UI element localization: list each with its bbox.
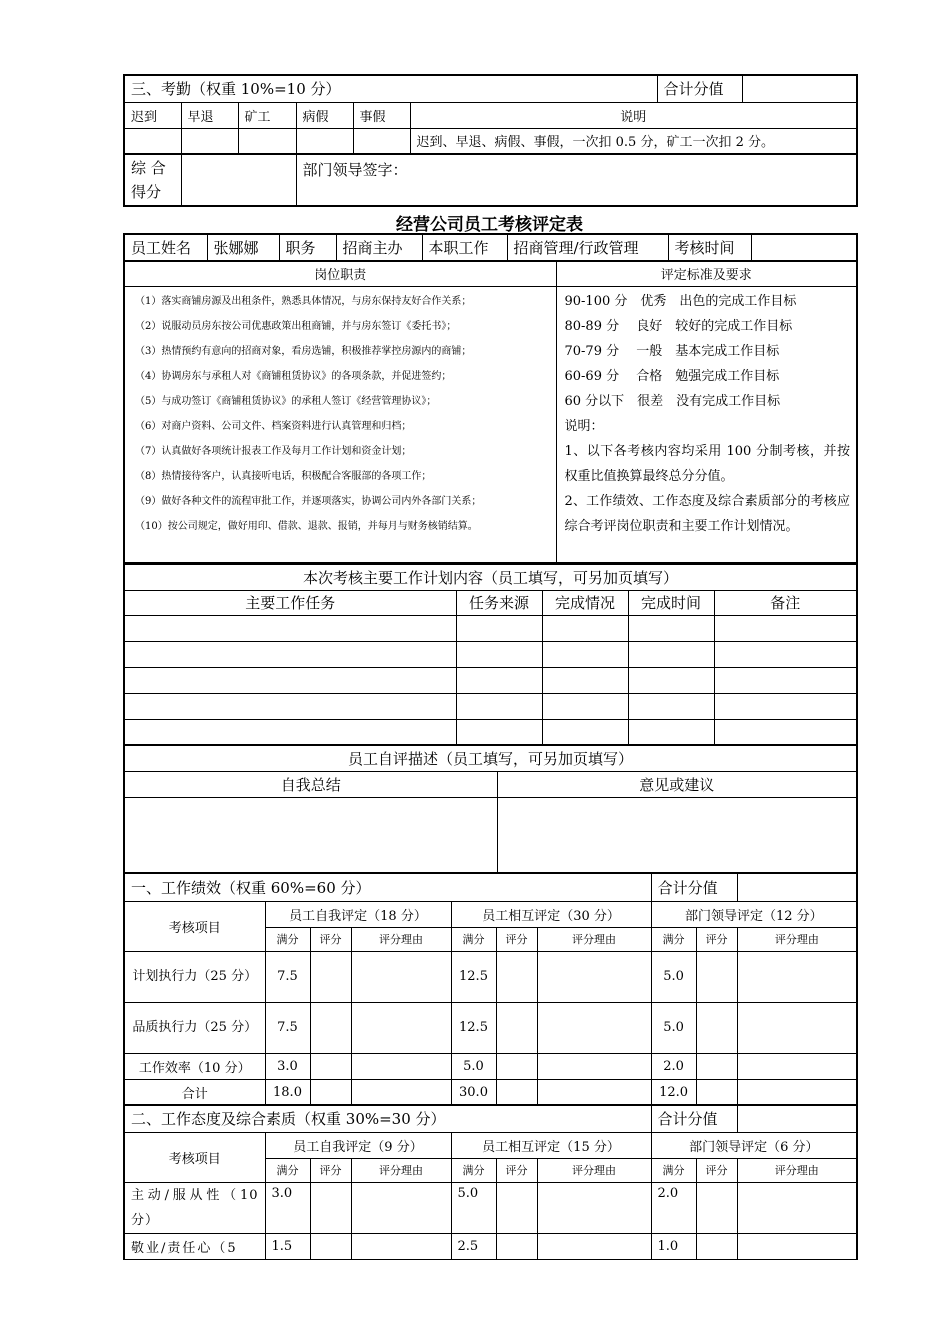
leader-reason[interactable]: [737, 1053, 857, 1079]
att-item-label: 考核项目: [124, 1132, 265, 1182]
plan-row: [124, 719, 857, 745]
leader-signature[interactable]: 部门领导签字：: [296, 154, 857, 206]
peer-reason[interactable]: [537, 1053, 651, 1079]
attendance-table: [123, 74, 858, 207]
self-eval-table: [123, 744, 858, 874]
standard-item: 说明：: [564, 419, 604, 434]
leader-full: 5.0: [651, 1002, 696, 1053]
peer-full: 12.5: [451, 951, 496, 1002]
performance-header: 一、工作绩效（权重 60%=60 分）: [124, 873, 651, 901]
leader-score[interactable]: [696, 1053, 737, 1079]
col-absent: 矿工: [238, 102, 296, 128]
table-row: [124, 1002, 857, 1053]
self-reason[interactable]: [351, 1053, 451, 1079]
self-reason[interactable]: [351, 951, 451, 1002]
plan-cell[interactable]: [124, 719, 456, 745]
sub-full: 满分: [651, 927, 696, 951]
plan-cell[interactable]: [714, 719, 857, 745]
suggestion-label: 意见或建议: [497, 771, 857, 797]
att-item-name: 敬业/责任心（5: [124, 1233, 265, 1259]
plan-cell[interactable]: [124, 615, 456, 641]
job-label: 本职工作: [422, 234, 507, 261]
perf-group-peer: 员工相互评定（30 分）: [451, 901, 651, 927]
plan-cell[interactable]: [542, 719, 628, 745]
peer-score[interactable]: [496, 1182, 537, 1233]
sub-full: 满分: [451, 1158, 496, 1182]
plan-cell[interactable]: [124, 667, 456, 693]
leader-full: 12.0: [651, 1079, 696, 1105]
duty-item: （10）按公司规定，做好用印、借款、退款、报销，并每月与财务核销结算。: [135, 521, 478, 532]
self-score[interactable]: [310, 1233, 351, 1259]
plan-cell[interactable]: [124, 693, 456, 719]
plan-col-remark: 备注: [714, 590, 857, 615]
standards-header: 评定标准及要求: [556, 261, 857, 287]
sub-reason: 评分理由: [351, 927, 451, 951]
form-title: 经营公司员工考核评定表: [396, 215, 583, 235]
leader-reason[interactable]: [737, 1182, 857, 1233]
peer-full: 5.0: [451, 1053, 496, 1079]
peer-reason[interactable]: [537, 951, 651, 1002]
plan-cell[interactable]: [456, 719, 542, 745]
plan-cell[interactable]: [628, 719, 714, 745]
composite-score[interactable]: [181, 154, 296, 206]
duty-item: （1）落实商铺房源及出租条件，熟悉具体情况，与房东保持友好合作关系；: [135, 296, 472, 307]
peer-reason[interactable]: [537, 1182, 651, 1233]
duty-item: （6）对商户资料、公司文件、档案资料进行认真管理和归档；: [135, 421, 412, 432]
col-note: 说明: [410, 102, 857, 128]
plan-cell[interactable]: [714, 667, 857, 693]
sick-cell[interactable]: [296, 128, 353, 154]
col-sick: 病假: [296, 102, 353, 128]
attitude-total-label: 合计分值: [651, 1105, 737, 1132]
leader-reason[interactable]: [737, 1233, 857, 1259]
performance-total-value[interactable]: [737, 873, 857, 901]
plan-cell[interactable]: [628, 615, 714, 641]
leader-score[interactable]: [696, 1079, 737, 1105]
self-score[interactable]: [310, 1002, 351, 1053]
perf-group-leader: 部门领导评定（12 分）: [651, 901, 857, 927]
standards-list: [565, 289, 851, 539]
self-full: 7.5: [265, 951, 310, 1002]
leader-reason[interactable]: [737, 1079, 857, 1105]
plan-header: 本次考核主要工作计划内容（员工填写，可另加页填写）: [124, 564, 857, 590]
plan-cell[interactable]: [714, 615, 857, 641]
absent-cell[interactable]: [238, 128, 296, 154]
standard-item: 60-69 分 合格 勉强完成工作目标: [564, 369, 780, 384]
duties-header: 岗位职责: [124, 261, 556, 287]
plan-cell[interactable]: [628, 693, 714, 719]
self-score[interactable]: [310, 1182, 351, 1233]
peer-reason[interactable]: [537, 1233, 651, 1259]
peer-score[interactable]: [496, 1233, 537, 1259]
attitude-total-value[interactable]: [737, 1105, 857, 1132]
sub-full: 满分: [265, 927, 310, 951]
duty-item: （3）热情预约有意向的招商对象，看房选铺，积极推荐掌控房源内的商铺；: [135, 346, 472, 357]
leader-score[interactable]: [696, 1182, 737, 1233]
standard-note: 1、以下各考核内容均采用 100 分制考核，并按权重比值换算最终总分分值。: [564, 444, 850, 484]
sub-score: 评分: [310, 927, 351, 951]
standard-item: 90-100 分 优秀 出色的完成工作目标: [564, 294, 797, 309]
plan-cell[interactable]: [714, 693, 857, 719]
sub-score: 评分: [310, 1158, 351, 1182]
table-row: [124, 951, 857, 1002]
leader-score[interactable]: [696, 951, 737, 1002]
position-label: 职务: [279, 234, 336, 261]
col-personal: 事假: [353, 102, 410, 128]
self-reason[interactable]: [351, 1079, 451, 1105]
leader-score[interactable]: [696, 1233, 737, 1259]
plan-col-time: 完成时间: [628, 590, 714, 615]
leader-full: 1.0: [651, 1233, 696, 1259]
duty-item: （8）热情接待客户，认真接听电话，积极配合客服部的各项工作；: [135, 471, 432, 482]
attendance-total-label: 合计分值: [657, 75, 742, 102]
self-reason[interactable]: [351, 1002, 451, 1053]
performance-total-label: 合计分值: [651, 873, 737, 901]
sub-score: 评分: [496, 1158, 537, 1182]
col-early: 早退: [181, 102, 238, 128]
peer-full: 30.0: [451, 1079, 496, 1105]
att-item-name: 主动/服从性（10 分）: [124, 1182, 265, 1233]
leader-full: 5.0: [651, 951, 696, 1002]
self-full: 1.5: [265, 1233, 310, 1259]
plan-cell[interactable]: [542, 641, 628, 667]
duties-table: [123, 260, 858, 563]
leader-reason[interactable]: [737, 951, 857, 1002]
perf-item-name: 计划执行力（25 分）: [124, 951, 265, 1002]
plan-col-status: 完成情况: [542, 590, 628, 615]
sub-score: 评分: [696, 927, 737, 951]
plan-col-source: 任务来源: [456, 590, 542, 615]
plan-cell[interactable]: [456, 667, 542, 693]
duty-item: （9）做好各种文件的流程审批工作，并逐项落实，协调公司内外各部门关系；: [135, 496, 482, 507]
early-cell[interactable]: [181, 128, 238, 154]
att-group-leader: 部门领导评定（6 分）: [651, 1132, 857, 1158]
time-value[interactable]: [751, 234, 857, 261]
position-value[interactable]: 招商主办: [336, 234, 422, 261]
plan-cell[interactable]: [456, 615, 542, 641]
sub-full: 满分: [451, 927, 496, 951]
duty-item: （4）协调房东与承租人对《商铺租赁协议》的各项条款，并促进签约；: [135, 371, 452, 382]
peer-score[interactable]: [496, 1053, 537, 1079]
leader-reason[interactable]: [737, 1002, 857, 1053]
attendance-total-value[interactable]: [742, 75, 857, 102]
employee-name[interactable]: 张娜娜: [207, 234, 279, 261]
self-score[interactable]: [310, 1079, 351, 1105]
personal-cell[interactable]: [353, 128, 410, 154]
leader-full: 2.0: [651, 1182, 696, 1233]
plan-cell[interactable]: [456, 693, 542, 719]
peer-full: 5.0: [451, 1182, 496, 1233]
plan-table: [123, 563, 858, 746]
plan-cell[interactable]: [124, 641, 456, 667]
perf-total-label: 合计: [124, 1079, 265, 1105]
sub-score: 评分: [696, 1158, 737, 1182]
perf-item-label: 考核项目: [124, 901, 265, 951]
peer-reason[interactable]: [537, 1002, 651, 1053]
sub-reason: 评分理由: [537, 1158, 651, 1182]
plan-row: [124, 693, 857, 719]
self-summary-label: 自我总结: [124, 771, 497, 797]
peer-full: 2.5: [451, 1233, 496, 1259]
name-label: 员工姓名: [124, 234, 207, 261]
composite-label: 综 合 得分: [124, 154, 181, 206]
attendance-note: 迟到、早退、病假、事假，一次扣 0.5 分，矿工一次扣 2 分。: [410, 128, 857, 154]
self-full: 3.0: [265, 1053, 310, 1079]
att-group-self: 员工自我评定（9 分）: [265, 1132, 451, 1158]
sub-reason: 评分理由: [737, 927, 857, 951]
info-table: [123, 233, 858, 262]
table-row: [124, 1233, 857, 1259]
standard-item: 70-79 分 一般 基本完成工作目标: [564, 344, 780, 359]
duties-list: [135, 292, 548, 542]
sub-full: 满分: [265, 1158, 310, 1182]
self-reason[interactable]: [351, 1233, 451, 1259]
self-full: 7.5: [265, 1002, 310, 1053]
standard-item: 60 分以下 很差 没有完成工作目标: [564, 394, 781, 409]
suggestion-input[interactable]: [497, 797, 857, 873]
leader-score[interactable]: [696, 1002, 737, 1053]
sub-full: 满分: [651, 1158, 696, 1182]
plan-cell[interactable]: [714, 641, 857, 667]
plan-cell[interactable]: [542, 615, 628, 641]
plan-col-task: 主要工作任务: [124, 590, 456, 615]
plan-row: [124, 667, 857, 693]
attitude-table: [123, 1104, 858, 1260]
self-reason[interactable]: [351, 1182, 451, 1233]
time-label: 考核时间: [668, 234, 751, 261]
plan-row: [124, 641, 857, 667]
sub-reason: 评分理由: [537, 927, 651, 951]
sub-score: 评分: [496, 927, 537, 951]
table-row: [124, 1079, 857, 1105]
self-summary-input[interactable]: [124, 797, 497, 873]
table-row: [124, 1053, 857, 1079]
att-group-peer: 员工相互评定（15 分）: [451, 1132, 651, 1158]
attendance-header: 三、考勤（权重 10%=10 分）: [124, 75, 657, 102]
performance-table: [123, 872, 858, 1106]
plan-cell[interactable]: [628, 667, 714, 693]
plan-cell[interactable]: [542, 667, 628, 693]
self-score[interactable]: [310, 1053, 351, 1079]
job-value[interactable]: 招商管理/行政管理: [507, 234, 668, 261]
peer-full: 12.5: [451, 1002, 496, 1053]
peer-reason[interactable]: [537, 1079, 651, 1105]
peer-score[interactable]: [496, 1079, 537, 1105]
perf-item-name: 品质执行力（25 分）: [124, 1002, 265, 1053]
perf-group-self: 员工自我评定（18 分）: [265, 901, 451, 927]
standard-item: 80-89 分 良好 较好的完成工作目标: [564, 319, 793, 334]
self-full: 3.0: [265, 1182, 310, 1233]
sub-reason: 评分理由: [351, 1158, 451, 1182]
plan-cell[interactable]: [456, 641, 542, 667]
duty-item: （7）认真做好各项统计报表工作及每月工作计划和资金计划；: [135, 446, 412, 457]
self-score[interactable]: [310, 951, 351, 1002]
self-eval-header: 员工自评描述（员工填写，可另加页填写）: [124, 745, 857, 771]
self-full: 18.0: [265, 1079, 310, 1105]
perf-item-name: 工作效率（10 分）: [124, 1053, 265, 1079]
plan-cell[interactable]: [628, 641, 714, 667]
peer-score[interactable]: [496, 951, 537, 1002]
duty-item: （5）与成功签订《商铺租赁协议》的承租人签订《经营管理协议》；: [135, 396, 437, 407]
table-row: [124, 1182, 857, 1233]
plan-cell[interactable]: [542, 693, 628, 719]
col-late: 迟到: [124, 102, 181, 128]
leader-full: 2.0: [651, 1053, 696, 1079]
peer-score[interactable]: [496, 1002, 537, 1053]
sub-reason: 评分理由: [737, 1158, 857, 1182]
attitude-header: 二、工作态度及综合素质（权重 30%=30 分）: [124, 1105, 651, 1132]
plan-row: [124, 615, 857, 641]
standard-note: 2、工作绩效、工作态度及综合素质部分的考核应综合考评岗位职责和主要工作计划情况。: [564, 494, 850, 534]
duty-item: （2）说服动员房东按公司优惠政策出租商铺，并与房东签订《委托书》；: [135, 321, 457, 332]
late-cell[interactable]: [124, 128, 181, 154]
